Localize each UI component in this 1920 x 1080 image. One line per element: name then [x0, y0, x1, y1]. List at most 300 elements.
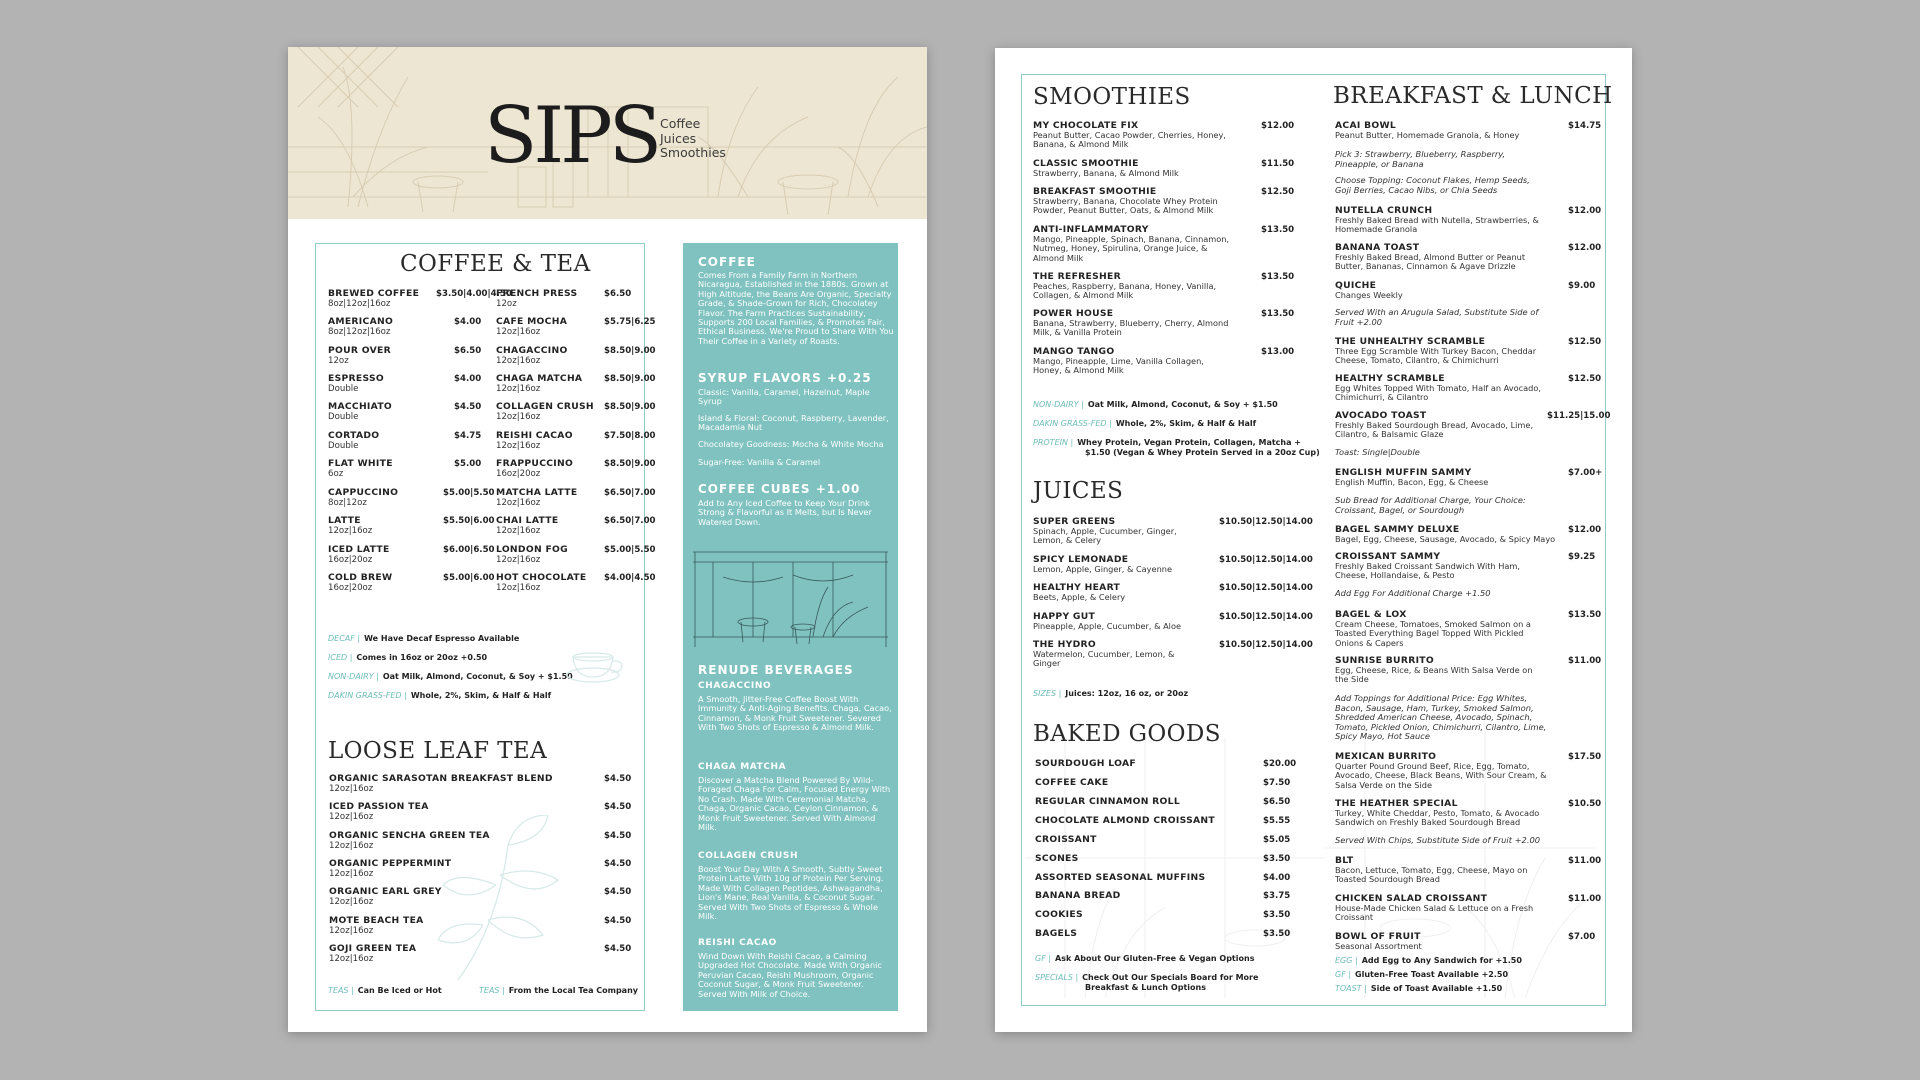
item-name: HOT CHOCOLATE: [496, 572, 587, 583]
brand-logo: SIPS: [484, 91, 659, 181]
footnote-text: Comes in 16oz or 20oz +0.50: [356, 653, 488, 662]
item-description: Egg, Cheese, Rice, & Beans With Salsa Verde on the Side: [1335, 665, 1533, 685]
item-price: $10.50|12.50|14.00: [1219, 612, 1313, 622]
breakfast-lunch-title: BREAKFAST & LUNCH: [1333, 83, 1613, 109]
item-price: $10.50|12.50|14.00: [1219, 517, 1313, 527]
item-name: REGULAR CINNAMON ROLL: [1035, 796, 1180, 807]
item-price: $4.50: [604, 831, 632, 841]
item-description: Freshly Baked Bread with Nutella, Strawberries, & Homemade Granola: [1335, 215, 1539, 235]
chips-note: Served With Chips, Substitute Side of Fruit +2.00: [1335, 835, 1541, 845]
brand-tagline: [660, 117, 726, 161]
item-name: CORTADO: [328, 430, 380, 441]
baked-goods-title: BAKED GOODS: [1033, 721, 1221, 747]
renude-reishi-title: REISHI CACAO: [698, 938, 777, 948]
item-size: 12oz|16oz: [329, 841, 374, 851]
footnote-text: Whey Protein, Vegan Protein, Collagen, Matcha +: [1077, 438, 1301, 447]
footnote-grass-fed: [328, 691, 551, 701]
item-price: $8.50|9.00: [604, 459, 656, 469]
menu-item: [1335, 242, 1602, 272]
footnote-label: DAKIN GRASS-FED |: [1033, 419, 1112, 428]
menu-item: [1035, 758, 1297, 769]
item-price: $8.50|9.00: [604, 402, 656, 412]
item-name: CROISSANT: [1035, 834, 1097, 845]
item-price: $9.00: [1568, 281, 1596, 291]
item-name: ANTI-INFLAMMATORY: [1033, 224, 1149, 235]
footnote-text: Check Out Our Specials Board for More: [1082, 973, 1259, 982]
cubes-title: COFFEE CUBES +1.00: [698, 482, 861, 496]
item-size: 12oz|16oz: [329, 897, 374, 907]
footnote-gluten-free: [1035, 954, 1254, 964]
footnote-protein: [1033, 438, 1301, 448]
item-description: Banana, Strawberry, Blueberry, Cherry, Almond Milk, & Vanilla Protein: [1033, 318, 1229, 338]
footnote-text: From the Local Tea Company: [508, 986, 638, 995]
item-name: BOWL OF FRUIT: [1335, 931, 1421, 942]
item-description: Watermelon, Cucumber, Lemon, & Ginger: [1033, 649, 1175, 669]
footnote-label: DECAF |: [328, 634, 361, 643]
item-name: BANANA BREAD: [1035, 890, 1121, 901]
item-name: ICED PASSION TEA: [329, 801, 429, 812]
footnote-text: Whole, 2%, Skim, & Half & Half: [1115, 419, 1257, 428]
item-price: $17.50: [1568, 752, 1602, 762]
footnote-teas-iced: [328, 986, 442, 996]
footnote-specials-cont: [1081, 983, 1206, 993]
menu-item: [496, 373, 656, 394]
item-name: SCONES: [1035, 853, 1079, 864]
menu-item: [328, 373, 482, 394]
item-name: CHICKEN SALAD CROISSANT: [1335, 893, 1488, 904]
footnote-label: PROTEIN |: [1033, 438, 1074, 447]
item-name: BREAKFAST SMOOTHIE: [1033, 186, 1157, 197]
menu-item: [1035, 853, 1291, 864]
footnote-label: GF |: [1035, 954, 1052, 963]
item-name: MOTE BEACH TEA: [329, 915, 424, 926]
coffee-info-title: COFFEE: [698, 255, 756, 269]
item-price: $3.50: [1263, 854, 1291, 864]
footnote-text: We Have Decaf Espresso Available: [364, 634, 520, 643]
renude-title: RENUDE BEVERAGES: [698, 663, 854, 677]
footnote-label: NON-DAIRY |: [328, 672, 379, 681]
item-price: $4.50: [604, 802, 632, 812]
item-size: 12oz|16oz: [329, 926, 374, 936]
item-price: $4.50: [454, 402, 482, 412]
footnote-label: GF |: [1335, 970, 1352, 979]
item-price: $10.50|12.50|14.00: [1219, 640, 1313, 650]
item-description: English Muffin, Bacon, Egg, & Cheese: [1335, 477, 1489, 487]
item-price: $8.50|9.00: [604, 346, 656, 356]
footnote-gf-toast: [1335, 970, 1508, 980]
footnote-label: TEAS |: [328, 986, 354, 995]
item-name: BAGELS: [1035, 928, 1078, 939]
item-price: $12.50: [1261, 187, 1295, 197]
item-name: COOKIES: [1035, 909, 1083, 920]
item-size: 8oz|12oz|16oz: [328, 327, 391, 337]
menu-item: [328, 316, 482, 337]
menu-item: [1035, 890, 1291, 901]
item-name: THE UNHEALTHY SCRAMBLE: [1335, 336, 1486, 347]
item-name: CLASSIC SMOOTHIE: [1033, 158, 1139, 169]
item-size: 12oz|16oz: [496, 356, 541, 366]
footnote-text: Can Be Iced or Hot: [357, 986, 442, 995]
footnote-label: SIZES |: [1033, 689, 1062, 698]
menu-item: [496, 288, 632, 309]
tagline-coffee: Coffee: [660, 116, 701, 131]
syrup-sugar-free: Sugar-Free: Vanilla & Caramel: [698, 457, 821, 467]
menu-page-back: [995, 48, 1632, 1032]
menu-item: [1035, 834, 1291, 845]
item-price: $5.00|6.00: [443, 573, 495, 583]
footnote-grass-fed: [1033, 419, 1256, 429]
menu-item: [496, 401, 656, 422]
menu-item: [1335, 751, 1602, 790]
item-description: Peanut Butter, Homemade Granola, & Honey: [1335, 130, 1520, 140]
item-size: Double: [328, 412, 359, 422]
menu-item: [1335, 120, 1602, 140]
menu-item: [1033, 158, 1295, 178]
item-price: $5.00|5.50: [604, 545, 656, 555]
coffee-tea-title: COFFEE & TEA: [400, 251, 591, 277]
item-price: $12.50: [1568, 337, 1602, 347]
syrup-island: Island & Floral: Coconut, Raspberry, Lavender, Macadamia Nut: [698, 413, 889, 433]
cubes-text: Add to Any Iced Coffee to Keep Your Drink Strong & Flavorful as It Melts, but Is Never Watered Down.: [698, 498, 872, 527]
menu-item: [1035, 928, 1291, 939]
item-name: MEXICAN BURRITO: [1335, 751, 1437, 762]
menu-item: [328, 458, 482, 479]
item-price: $3.50: [1263, 929, 1291, 939]
tea-leaf-illustration: [438, 815, 578, 985]
menu-item: [1335, 855, 1602, 885]
quiche-note: Served With an Arugula Salad, Substitute Side of Fruit +2.00: [1335, 307, 1539, 327]
item-name: ESPRESSO: [328, 373, 385, 384]
item-price: $4.50: [604, 774, 632, 784]
item-price: $13.50: [1261, 225, 1295, 235]
footnote-text: $1.50 (Vegan & Whey Protein Served in a 20oz Cup): [1085, 448, 1320, 457]
item-description: Mango, Pineapple, Lime, Vanilla Collagen, Honey, & Almond Milk: [1033, 356, 1204, 376]
tagline-smoothies: Smoothies: [660, 145, 726, 160]
item-name: AMERICANO: [328, 316, 394, 327]
renude-collagen-text: Boost Your Day With A Smooth, Subtly Sweet Protein Latte With 10g of Protein Per Serving. Made With Collagen Peptides, Ashwagandha, Lion's Mane, Real Vanilla, & Coconut Sugar. Served With Two Shots of Espresso & Whole Milk.: [698, 864, 884, 922]
menu-item: [329, 858, 632, 879]
item-name: COLLAGEN CRUSH: [496, 401, 594, 412]
item-size: 16oz|20oz: [328, 555, 373, 565]
item-name: HEALTHY HEART: [1033, 582, 1121, 593]
item-price: $4.00|4.50: [604, 573, 656, 583]
item-description: Bagel, Egg, Cheese, Sausage, Avocado, & Spicy Mayo: [1335, 534, 1556, 544]
item-size: 8oz|12oz: [328, 498, 367, 508]
item-name: QUICHE: [1335, 280, 1377, 291]
item-name: CHOCOLATE ALMOND CROISSANT: [1035, 815, 1215, 826]
footnote-label: TOAST |: [1335, 984, 1367, 993]
item-price: $6.50: [604, 289, 632, 299]
menu-item: [1335, 893, 1602, 923]
item-name: CAFE MOCHA: [496, 316, 568, 327]
menu-item: [1033, 611, 1313, 631]
item-name: MATCHA LATTE: [496, 487, 578, 498]
item-name: HEALTHY SCRAMBLE: [1335, 373, 1445, 384]
item-name: CAPPUCCINO: [328, 487, 399, 498]
menu-item: [328, 430, 482, 451]
footnote-text: Gluten-Free Toast Available +2.50: [1355, 970, 1509, 979]
item-price: $4.75: [454, 431, 482, 441]
renude-collagen-title: COLLAGEN CRUSH: [698, 851, 799, 861]
footnote-label: EGG |: [1335, 956, 1358, 965]
item-price: $7.00+: [1568, 468, 1603, 478]
menu-item: [496, 430, 656, 451]
item-name: GOJI GREEN TEA: [329, 943, 417, 954]
coffee-cup-icon: [563, 637, 633, 692]
item-size: 8oz|12oz|16oz: [328, 299, 391, 309]
menu-item: [1035, 796, 1291, 807]
item-name: BANANA TOAST: [1335, 242, 1420, 253]
menu-item: [328, 345, 482, 366]
renude-chagaccino-text: A Smooth, Jitter-Free Coffee Boost With Immunity & Anti-Aging Benefits. Chaga, Cacao, Cinnamon, & Monk Fruit Sweetener. Severed With Two Shots of Espresso & Almond Milk.: [698, 694, 892, 733]
item-price: $4.00: [454, 374, 482, 384]
footnote-sizes: [1033, 689, 1188, 699]
item-price: $9.25: [1568, 552, 1596, 562]
acai-topping-note: Choose Topping: Coconut Flakes, Hemp Seeds, Goji Berries, Cacao Nibs, or Chia Seeds: [1335, 175, 1530, 195]
item-name: ORGANIC EARL GREY: [329, 886, 442, 897]
item-price: $3.75: [1263, 891, 1291, 901]
menu-item: [1335, 931, 1596, 951]
menu-item: [1335, 410, 1611, 440]
item-name: ACAI BOWL: [1335, 120, 1397, 131]
item-description: Spinach, Apple, Cucumber, Ginger, Lemon, & Celery: [1033, 526, 1177, 546]
menu-item: [329, 773, 632, 794]
item-description: Cream Cheese, Tomatoes, Smoked Salmon on a Toasted Everything Bagel Topped With Pickled Onions & Capers: [1335, 619, 1531, 648]
menu-item: [496, 572, 656, 593]
item-name: FRAPPUCCINO: [496, 458, 574, 469]
item-description: Freshly Baked Sourdough Bread, Avocado, Lime, Cilantro, & Balsamic Glaze: [1335, 420, 1534, 440]
menu-item: [329, 886, 632, 907]
item-description: Bacon, Lettuce, Tomato, Egg, Cheese, Mayo on Toasted Sourdough Bread: [1335, 865, 1528, 885]
item-price: $7.50|8.00: [604, 431, 656, 441]
footnote-label: ICED |: [328, 653, 353, 662]
item-name: ORGANIC SENCHA GREEN TEA: [329, 830, 490, 841]
menu-item: [1033, 271, 1295, 301]
item-size: 12oz|16oz: [329, 812, 374, 822]
item-size: 12oz|16oz: [496, 555, 541, 565]
item-price: $11.00: [1568, 656, 1602, 666]
menu-item: [328, 515, 495, 536]
syrup-chocolate: Chocolatey Goodness: Mocha & White Mocha: [698, 439, 884, 449]
item-description: Egg Whites Topped With Tomato, Half an Avocado, Chimichurri, & Cilantro: [1335, 383, 1541, 403]
menu-item: [328, 487, 495, 508]
item-price: $4.50: [604, 859, 632, 869]
item-price: $8.50|9.00: [604, 374, 656, 384]
menu-item: [328, 572, 495, 593]
item-size: 12oz|16oz: [496, 327, 541, 337]
footnote-label: NON-DAIRY |: [1033, 400, 1084, 409]
footnote-egg: [1335, 956, 1522, 966]
item-name: HAPPY GUT: [1033, 611, 1096, 622]
item-price: $10.50: [1568, 799, 1602, 809]
item-price: $4.00: [1263, 873, 1291, 883]
item-name: MY CHOCOLATE FIX: [1033, 120, 1139, 131]
menu-item: [1335, 373, 1602, 403]
item-name: CHAGA MATCHA: [496, 373, 583, 384]
syrup-classic: Classic: Vanilla, Caramel, Hazelnut, Maple Syrup: [698, 387, 870, 407]
footnote-label: DAKIN GRASS-FED |: [328, 691, 407, 700]
menu-item: [1035, 872, 1291, 883]
item-size: 12oz|16oz: [329, 784, 374, 794]
item-name: SPICY LEMONADE: [1033, 554, 1129, 565]
item-name: LATTE: [328, 515, 361, 526]
item-price: $11.00: [1568, 856, 1602, 866]
sub-bread-note: Sub Bread for Additional Charge, Your Choice: Croissant, Bagel, or Sourdough: [1335, 495, 1526, 515]
item-price: $7.50: [1263, 778, 1291, 788]
item-description: Seasonal Assortment: [1335, 941, 1422, 951]
item-size: 12oz|16oz: [496, 498, 541, 508]
menu-item: [1033, 120, 1295, 150]
footnote-specials: [1035, 973, 1258, 983]
cafe-storefront-sketch: [693, 547, 888, 647]
item-price: $10.50|12.50|14.00: [1219, 583, 1313, 593]
item-price: $12.00: [1261, 121, 1295, 131]
footnote-decaf: [328, 634, 519, 644]
item-name: THE REFRESHER: [1033, 271, 1121, 282]
menu-item: [496, 316, 656, 337]
item-description: Strawberry, Banana, Chocolate Whey Protein Powder, Peanut Butter, Oats, & Almond Milk: [1033, 196, 1218, 216]
coffee-info-text: Comes From a Family Farm in Northern Nicaragua, Established in the 1880s. Grown at High Altitude, the Beans Are Organic, Specialty Grade, & Shade-Grown for Rich, Chocolatey Flavor. The Farm Practices Sustainability, Supports 200 Local Families, & Promotes Fair, Ethical Business. We're Proud to Share With You Their Coffee in a Variety of Roasts.: [698, 270, 894, 346]
footnote-text: Side of Toast Available +1.50: [1370, 984, 1503, 993]
item-price: $12.00: [1568, 206, 1602, 216]
item-name: CHAGACCINO: [496, 345, 568, 356]
item-description: Freshly Baked Croissant Sandwich With Ham, Cheese, Hollandaise, & Pesto: [1335, 561, 1520, 581]
item-size: Double: [328, 384, 359, 394]
menu-item: [1335, 467, 1603, 487]
item-size: 12oz|16oz: [496, 526, 541, 536]
item-description: Strawberry, Banana, & Almond Milk: [1033, 168, 1179, 178]
menu-item: [496, 345, 656, 366]
item-size: 12oz|16oz: [328, 526, 373, 536]
item-price: $5.00: [454, 459, 482, 469]
item-name: ORGANIC PEPPERMINT: [329, 858, 452, 869]
item-size: 12oz|16oz: [496, 412, 541, 422]
item-price: $6.50|7.00: [604, 516, 656, 526]
item-description: Peanut Butter, Cacao Powder, Cherries, Honey, Banana, & Almond Milk: [1033, 130, 1226, 150]
footnote-label: TEAS |: [479, 986, 505, 995]
item-name: THE HEATHER SPECIAL: [1335, 798, 1458, 809]
item-price: $13.50: [1261, 272, 1295, 282]
item-size: 12oz: [496, 299, 517, 309]
item-name: CHAI LATTE: [496, 515, 559, 526]
renude-chagaccino-title: CHAGACCINO: [698, 681, 772, 691]
item-description: Quarter Pound Ground Beef, Rice, Egg, Tomato, Avocado, Cheese, Black Beans, With Sour Cream, & Salsa Verde on the Side: [1335, 761, 1547, 790]
footnote-teas-local: [479, 986, 638, 996]
item-size: 12oz|16oz: [329, 869, 374, 879]
item-size: 12oz|16oz: [496, 583, 541, 593]
item-description: Peaches, Raspberry, Banana, Honey, Vanilla, Collagen, & Almond Milk: [1033, 281, 1217, 301]
item-price: $7.00: [1568, 932, 1596, 942]
item-name: ICED LATTE: [328, 544, 390, 555]
toast-note: Toast: Single|Double: [1335, 447, 1420, 457]
menu-item: [1335, 655, 1602, 685]
item-price: $13.50: [1568, 610, 1602, 620]
menu-item: [1033, 582, 1313, 602]
item-price: $5.75|6.25: [604, 317, 656, 327]
item-description: Beets, Apple, & Celery: [1033, 592, 1126, 602]
menu-item: [1035, 909, 1291, 920]
item-price: $6.50: [454, 346, 482, 356]
item-price: $3.50|4.00|4.50: [436, 289, 512, 299]
item-name: POUR OVER: [328, 345, 392, 356]
item-name: POWER HOUSE: [1033, 308, 1114, 319]
menu-item: [328, 288, 512, 309]
footnote-non-dairy: [328, 672, 573, 682]
item-description: Changes Weekly: [1335, 290, 1403, 300]
item-description: House-Made Chicken Salad & Lettuce on a Fresh Croissant: [1335, 903, 1534, 923]
footnote-protein-cont: [1081, 448, 1320, 458]
menu-item: [328, 401, 482, 422]
footnote-label: SPECIALS |: [1035, 973, 1079, 982]
item-name: ORGANIC SARASOTAN BREAKFAST BLEND: [329, 773, 553, 784]
item-name: ENGLISH MUFFIN SAMMY: [1335, 467, 1472, 478]
smoothies-title: SMOOTHIES: [1033, 84, 1191, 110]
menu-item: [1033, 186, 1295, 216]
item-name: THE HYDRO: [1033, 639, 1096, 650]
renude-chaga-matcha-text: Discover a Matcha Blend Powered By Wild-Foraged Chaga For Calm, Focused Energy With No Crash. Made With Ceremonial Matcha, Chaga, Organic Cacao, Ceylon Cinnamon, & Monk Fruit Sweetener. Served With Almond Milk.: [698, 775, 891, 833]
item-description: Mango, Pineapple, Spinach, Banana, Cinnamon, Nutmeg, Honey, Spirulina, Orange Juice, & Almond Milk: [1033, 234, 1230, 263]
item-price: $5.55: [1263, 816, 1291, 826]
item-price: $12.50: [1568, 374, 1602, 384]
item-size: 16oz|20oz: [328, 583, 373, 593]
menu-item: [1335, 524, 1602, 544]
menu-item: [1033, 554, 1313, 574]
item-price: $10.50|12.50|14.00: [1219, 555, 1313, 565]
item-price: $12.00: [1568, 243, 1602, 253]
item-name: BAGEL SAMMY DELUXE: [1335, 524, 1460, 535]
item-size: 6oz: [328, 469, 344, 479]
loose-leaf-title: LOOSE LEAF TEA: [328, 738, 548, 764]
item-name: NUTELLA CRUNCH: [1335, 205, 1433, 216]
item-price: $6.50: [1263, 797, 1291, 807]
item-name: CROISSANT SAMMY: [1335, 551, 1441, 562]
item-name: COFFEE CAKE: [1035, 777, 1109, 788]
footnote-text: Juices: 12oz, 16 oz, or 20oz: [1065, 689, 1189, 698]
footnote-text: Add Egg to Any Sandwich for +1.50: [1361, 956, 1522, 965]
footnote-text: Ask About Our Gluten-Free & Vegan Options: [1055, 954, 1255, 963]
item-price: $11.00: [1568, 894, 1602, 904]
item-price: $4.50: [604, 944, 632, 954]
item-name: MACCHIATO: [328, 401, 393, 412]
item-description: Three Egg Scramble With Turkey Bacon, Cheddar Cheese, Tomato, Cilantro, & Chimichurri: [1335, 346, 1537, 366]
item-name: BLT: [1335, 855, 1354, 866]
add-toppings-note: Add Toppings for Additional Price: Egg Whites, Bacon, Sausage, Ham, Turkey, Smoked Salmon, Shredded American Cheese, Avocado, Spinach, Tomato, Pickled Onion, Chimichurri, Cilantro, Lime, Spicy Mayo, Hot Sauce: [1335, 693, 1547, 742]
item-price: $4.00: [454, 317, 482, 327]
menu-item: [1035, 777, 1291, 788]
item-price: $11.25|15.00: [1547, 411, 1611, 421]
renude-reishi-text: Wind Down With Reishi Cacao, a Calming Upgraded Hot Chocolate. Made With Organic Peruvian Cacao, Reishi Mushroom, Organic Coconut Sugar, & Monk Fruit Sweetener. Served With Milk of Choice.: [698, 951, 882, 999]
item-price: $5.00|5.50: [443, 488, 495, 498]
menu-item: [329, 943, 632, 964]
item-price: $5.05: [1263, 835, 1291, 845]
footnote-text: Oat Milk, Almond, Coconut, & Soy + $1.50: [1087, 400, 1278, 409]
menu-item: [1035, 815, 1291, 826]
menu-page-front: [288, 47, 927, 1032]
menu-item: [1335, 551, 1596, 581]
menu-item: [1033, 516, 1313, 546]
menu-header-banner: [288, 47, 927, 219]
item-price: $3.50: [1263, 910, 1291, 920]
menu-item: [1335, 280, 1596, 300]
menu-item: [329, 801, 632, 822]
renude-chaga-matcha-title: CHAGA MATCHA: [698, 762, 787, 772]
item-price: $14.75: [1568, 121, 1602, 131]
item-size: 12oz|16oz: [496, 441, 541, 451]
item-price: $13.00: [1261, 347, 1295, 357]
menu-item: [329, 915, 632, 936]
item-description: Freshly Baked Bread, Almond Butter or Peanut Butter, Bananas, Cinnamon & Agave Drizzle: [1335, 252, 1526, 272]
item-description: Lemon, Apple, Ginger, & Cayenne: [1033, 564, 1172, 574]
